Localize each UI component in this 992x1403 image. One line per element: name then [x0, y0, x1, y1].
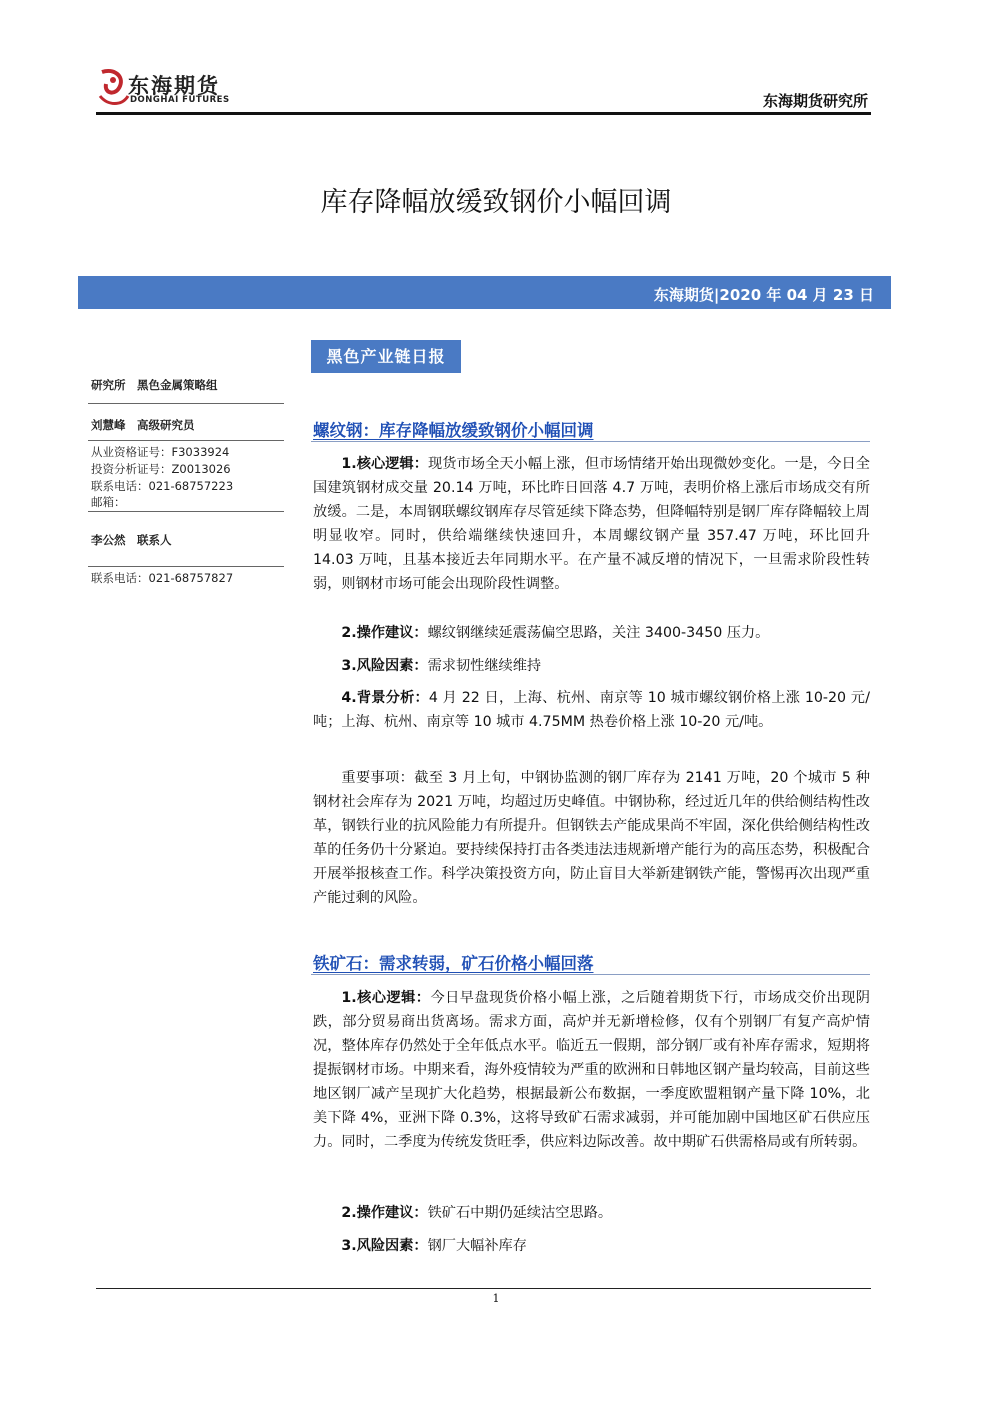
paragraph-text: 4 月 22 日，上海、杭州、南京等 10 城市螺纹钢价格上涨 10-20 元/吨；上海、杭州、南京等 10 城市 4.75MM 热卷价格上涨 10-20 元/吨。 [313, 690, 870, 730]
paragraph-label: 2.操作建议： [341, 1205, 428, 1221]
paragraph-label: 1.核心逻辑： [341, 456, 429, 472]
paragraph [313, 452, 870, 596]
sidebar-divider [88, 511, 284, 512]
paragraph-text: 螺纹钢继续延震荡偏空思路，关注 3400-3450 压力。 [427, 625, 770, 641]
logo-emblem-icon [96, 66, 132, 110]
page-number: 1 [492, 1292, 500, 1305]
paragraph-label: 3.风险因素： [341, 658, 428, 674]
analyst1-line: 联系电话：021-68757223 [91, 479, 234, 493]
paragraph [313, 654, 870, 678]
paragraph [313, 686, 870, 734]
paragraph-text: 现货市场全天小幅上涨，但市场情绪开始出现微妙变化。一是，今日全国建筑钢材成交量 20.14 万吨，环比昨日回落 4.7 万吨，表明价格上涨后市场成交有所放缓。二是，本周钢联螺纹钢库存尽管延续下降态势，但降幅特别是钢厂库存降幅较上周明显收窄。同时，供给端继续快速回升，本周螺纹钢产量 357.47 万吨，环比回升 14.03 万吨，且基本接近去年同期水平。在产量不减反增的情况下，一旦需求阶段性转弱，则钢材市场可能会出现阶段性调整。 [313, 456, 870, 592]
paragraph-text: 今日早盘现货价格小幅上涨，之后随着期货下行，市场成交价出现阴跌，部分贸易商出货离场。需求方面，高炉并无新增检修，仅有个别钢厂有复产高炉情况，整体库存仍然处于全年低点水平。临近五一假期，部分钢厂或有补库存需求，短期将提振钢材市场。中期来看，海外疫情较为严重的欧洲和日韩地区钢产量均较高，目前这些地区钢厂减产呈现扩大化趋势，根据最新公布数据，一季度欧盟粗钢产量下降 10%，北美下降 4%，亚洲下降 0.3%，这将导致矿石需求减弱，并可能加剧中国地区矿石供应压力。同时，二季度为传统发货旺季，供应料边际改善。故中期矿石供需格局或有所转弱。 [313, 990, 870, 1150]
paragraph-label: 4.背景分析： [341, 690, 429, 706]
paragraph [313, 986, 870, 1154]
analyst1-line: 邮箱： [91, 495, 126, 509]
paragraph [313, 621, 870, 645]
sidebar-dept: 研究所 黑色金属策略组 [91, 378, 218, 392]
logo-text-cn: 东海期货 [128, 74, 220, 98]
paragraph-text: 重要事项：截至 3 月上旬，中钢协监测的钢厂库存为 2141 万吨，20 个城市 5 种钢材社会库存为 2021 万吨，均超过历史峰值。中钢协称，经过近几年的供给侧结构性改革，钢铁行业的抗风险能力有所提升。但钢铁去产能成果尚不牢固，深化供给侧结构性改革的任务仍十分紧迫。要持续保持打击各类违法违规新增产能行为的高压态势，积极配合开展举报核查工作。科学决策投资方向，防止盲目大举新建钢铁产能，警惕再次出现严重产能过剩的风险。 [313, 770, 870, 906]
paragraph-text: 钢厂大幅补库存 [427, 1238, 527, 1254]
paragraph-text: 铁矿石中期仍延续沽空思路。 [427, 1205, 613, 1221]
analyst2-name: 李公然 联系人 [91, 533, 172, 547]
paragraph-label: 1.核心逻辑： [341, 990, 431, 1006]
section-divider [311, 974, 870, 975]
report-date: 东海期货|2020 年 04 月 23 日 [653, 286, 874, 304]
sidebar-divider [88, 566, 284, 567]
header-divider [96, 112, 871, 115]
paragraph [313, 766, 870, 910]
analyst2-line: 联系电话：021-68757827 [91, 571, 234, 585]
logo-text-en: DONGHAI FUTURES [130, 95, 230, 105]
paragraph [313, 1201, 870, 1225]
analyst1-line: 从业资格证号：F3033924 [91, 445, 230, 459]
paragraph-text: 需求韧性继续维持 [427, 658, 542, 674]
section-heading-rebar: 螺纹钢：库存降幅放缓致钢价小幅回调 [313, 421, 594, 440]
paragraph-label: 3.风险因素： [341, 1238, 428, 1254]
paragraph-label: 2.操作建议： [341, 625, 428, 641]
analyst1-line: 投资分析证号：Z0013026 [91, 462, 231, 476]
report-type-badge: 黑色产业链日报 [311, 340, 461, 373]
section-heading-iron-ore: 铁矿石：需求转弱，矿石价格小幅回落 [313, 954, 594, 973]
page-title: 库存降幅放缓致钢价小幅回调 [320, 187, 672, 218]
sidebar-divider [88, 403, 284, 404]
paragraph [313, 1234, 870, 1258]
sidebar-divider [88, 440, 284, 441]
analyst1-name: 刘慧峰 高级研究员 [91, 418, 195, 432]
header-org: 东海期货研究所 [762, 92, 868, 110]
footer-divider [96, 1288, 871, 1289]
section-divider [311, 441, 870, 442]
